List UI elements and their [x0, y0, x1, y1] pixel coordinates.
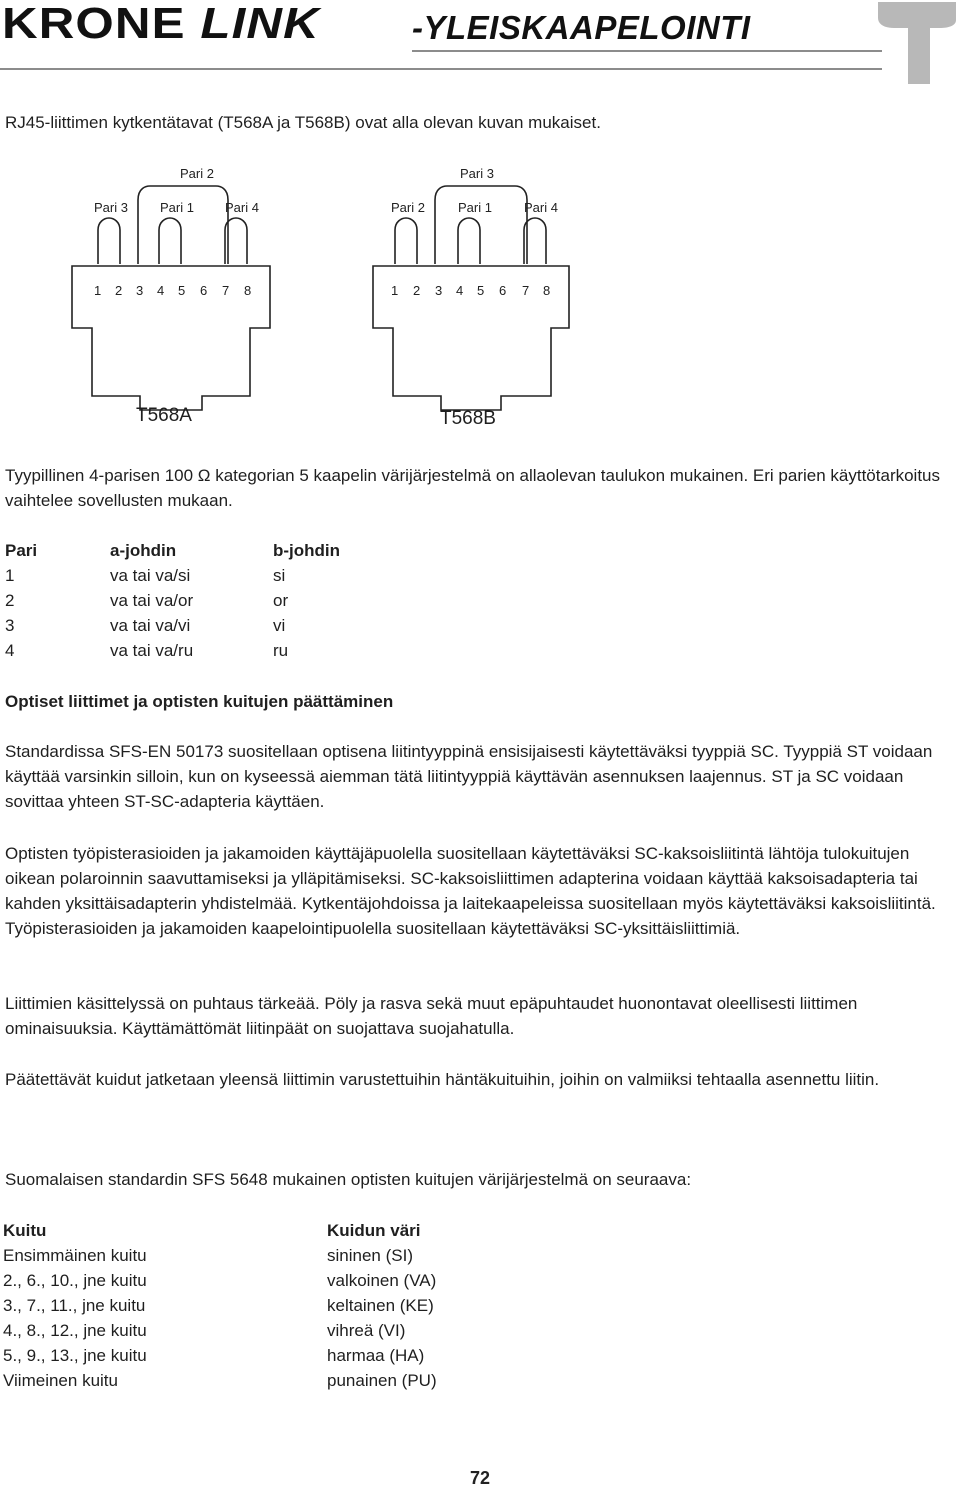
t568a-pair-label-2: Pari 1 — [160, 200, 194, 215]
table-row — [5, 588, 505, 613]
svg-text:6: 6 — [499, 283, 507, 298]
intro-text: RJ45-liittimen kytkentätavat (T568A ja T568B) ovat alla olevan kuvan mukaiset. — [5, 113, 601, 132]
svg-text:8: 8 — [244, 283, 252, 298]
svg-text:1: 1 — [94, 283, 102, 298]
col-header-fiber: Kuitu — [3, 1221, 47, 1240]
rj45-wiring-diagram — [60, 160, 580, 440]
t568a-caption: T568A — [136, 405, 192, 426]
table-row — [3, 1293, 603, 1318]
svg-text:4: 4 — [157, 283, 165, 298]
pigtail-paragraph: Päätettävät kuidut jatketaan yleensä liittimin varustettuihin häntäkuituihin, joihin on valmiiksi tehtaalla asennettu liitin. — [5, 1070, 880, 1089]
cell-fiber: 4., 8., 12., jne kuitu — [3, 1321, 147, 1340]
table-row — [3, 1318, 603, 1343]
table-row — [3, 1368, 603, 1393]
svg-text:5: 5 — [477, 283, 485, 298]
table-header-row — [3, 1218, 603, 1243]
cell-b-wire: vi — [273, 616, 286, 635]
krone-emblem-icon — [878, 2, 958, 84]
optic-section-heading: Optiset liittimet ja optisten kuitujen päättäminen — [5, 692, 394, 711]
cell-fiber-color: vihreä (VI) — [327, 1321, 406, 1340]
svg-text:7: 7 — [522, 283, 530, 298]
cell-b-wire: si — [273, 566, 286, 585]
cleanliness-paragraph: Liittimien käsittelyssä on puhtaus tärkeää. Pöly ja rasva sekä muut epäpuhtaudet huonontavat oleellisesti liittimen ominaisuuksia. Käyttämättömät liitinpäät on suojattava suojahatulla. — [5, 994, 858, 1038]
cell-a-wire: va tai va/ru — [110, 641, 194, 660]
cell-fiber: 5., 9., 13., jne kuitu — [3, 1346, 147, 1365]
t568b-pair-label-1: Pari 2 — [391, 200, 425, 215]
col-header-b-wire: b-johdin — [273, 541, 341, 560]
col-header-fiber-color: Kuidun väri — [327, 1221, 421, 1240]
page-number: 72 — [469, 1468, 491, 1488]
cell-b-wire: ru — [273, 641, 289, 660]
finnish-standard-paragraph: Suomalaisen standardin SFS 5648 mukainen optisten kuitujen värijärjestelmä on seuraava: — [5, 1170, 692, 1189]
svg-text:4: 4 — [456, 283, 464, 298]
cell-a-wire: va tai va/si — [110, 566, 191, 585]
cell-pair: 2 — [5, 591, 15, 610]
t568a-top-pair-label: Pari 2 — [180, 166, 214, 181]
t568b-connector — [373, 166, 569, 410]
table-row — [3, 1243, 603, 1268]
pair-color-table — [5, 538, 505, 663]
cable-color-paragraph: Tyypillinen 4-parisen 100 Ω kategorian 5 kaapelin värijärjestelmä on allaolevan taulukon mukainen. Eri parien käyttötarkoitus vaihtelee sovellusten mukaan. — [5, 466, 941, 510]
page-subtitle: -YLEISKAAPELOINTI — [412, 9, 751, 46]
cell-fiber-color: punainen (PU) — [327, 1371, 437, 1390]
brand-krone: KRONE — [2, 0, 186, 48]
t568a-pair-label-1: Pari 3 — [94, 200, 128, 215]
cell-pair: 3 — [5, 616, 15, 635]
table-row — [5, 638, 505, 663]
fiber-color-table — [3, 1218, 603, 1393]
table-row — [5, 613, 505, 638]
cell-a-wire: va tai va/or — [110, 591, 194, 610]
cell-a-wire: va tai va/vi — [110, 616, 191, 635]
cell-pair: 1 — [5, 566, 15, 585]
svg-text:1: 1 — [391, 283, 399, 298]
t568a-pair-label-3: Pari 4 — [225, 200, 259, 215]
t568a-connector — [72, 166, 270, 410]
t568b-caption: T568B — [440, 408, 496, 429]
t568b-pair-label-3: Pari 4 — [524, 200, 558, 215]
standard-paragraph: Standardissa SFS-EN 50173 suositellaan optisena liitintyyppinä ensisijaisesti käytettäväksi tyyppiä SC. Tyyppiä ST voidaan käyttää varsinkin silloin, kun on kyseessä aiemman tätä liitintyyppiä käyttävän asennuksen laajennus. ST ja SC voidaan sovittaa yhteen ST-SC-adapteria käyttäen. — [5, 742, 933, 811]
svg-text:5: 5 — [178, 283, 186, 298]
svg-text:7: 7 — [222, 283, 230, 298]
cell-b-wire: or — [273, 591, 289, 610]
cell-fiber: Ensimmäinen kuitu — [3, 1246, 147, 1265]
cell-pair: 4 — [5, 641, 15, 660]
t568b-pair-label-2: Pari 1 — [458, 200, 492, 215]
header-rule-bottom — [0, 68, 882, 70]
svg-text:2: 2 — [115, 283, 123, 298]
svg-text:2: 2 — [413, 283, 421, 298]
cell-fiber: Viimeinen kuitu — [3, 1371, 118, 1390]
header-rule-top — [412, 50, 882, 52]
sockets-paragraph: Optisten työpisterasioiden ja jakamoiden käyttäjäpuolella suositellaan käytettäväksi SC-kaksoisliitintä lähtöja tulokuitujen oikean polaroinnin saavuttamiseksi ja ylläpitämiseksi. SC-kaksoisliittimen adapterina voidaan käyttää kaksoisadapteria tai kahden yksittäisadapterin yhdistelmää. Kytkentäjohdoissa ja laitekaapeleissa suositellaan myös käytettäväksi kaksoisliitintä. Työpisterasioiden ja jakamoiden kaapelointipuolella suositellaan käytettäväksi SC-yksittäisliittimiä. — [5, 844, 936, 938]
cell-fiber-color: sininen (SI) — [327, 1246, 413, 1265]
svg-text:3: 3 — [435, 283, 443, 298]
brand-logo-text — [2, 2, 320, 46]
table-header-row — [5, 538, 505, 563]
svg-text:6: 6 — [200, 283, 208, 298]
cell-fiber-color: valkoinen (VA) — [327, 1271, 437, 1290]
cell-fiber: 2., 6., 10., jne kuitu — [3, 1271, 147, 1290]
table-row — [3, 1343, 603, 1368]
svg-text:3: 3 — [136, 283, 144, 298]
t568b-top-pair-label: Pari 3 — [460, 166, 494, 181]
col-header-pair: Pari — [5, 541, 38, 560]
col-header-a-wire: a-johdin — [110, 541, 177, 560]
cell-fiber: 3., 7., 11., jne kuitu — [3, 1296, 146, 1315]
table-row — [5, 563, 505, 588]
cell-fiber-color: keltainen (KE) — [327, 1296, 434, 1315]
svg-text:8: 8 — [543, 283, 551, 298]
table-row — [3, 1268, 603, 1293]
brand-link: LINK — [200, 0, 320, 48]
cell-fiber-color: harmaa (HA) — [327, 1346, 425, 1365]
